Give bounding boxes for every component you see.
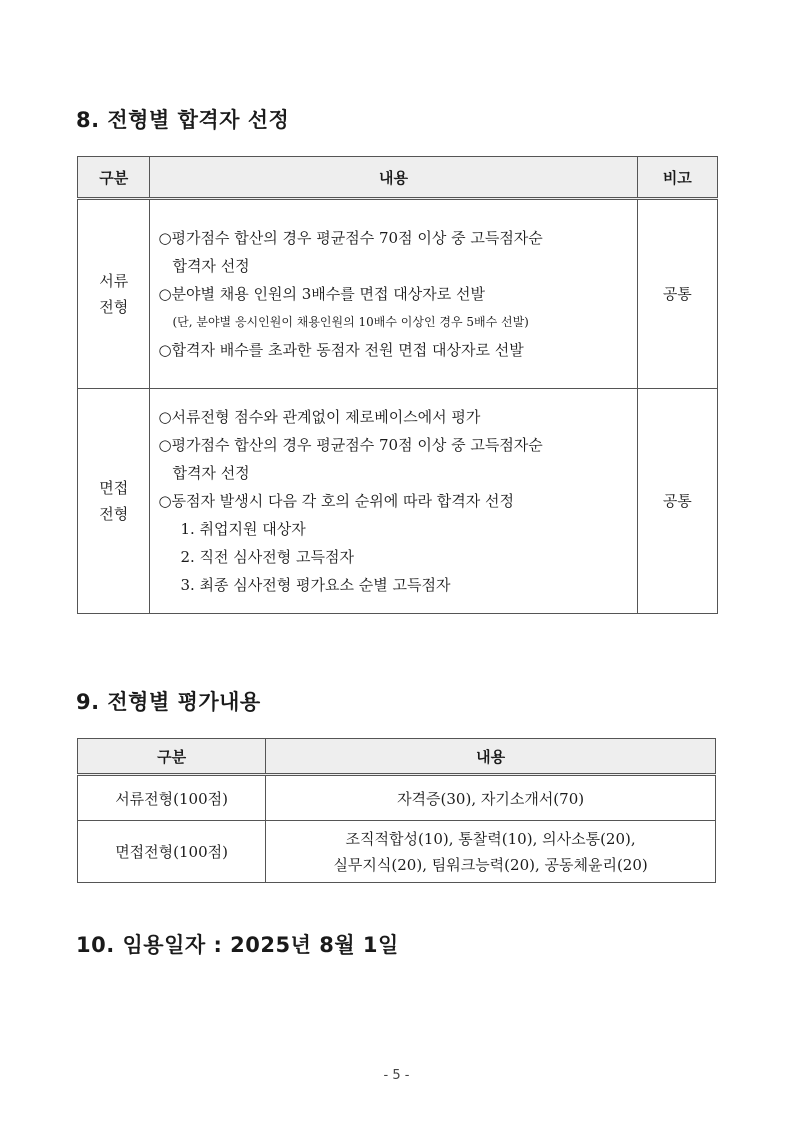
table-row xyxy=(78,199,718,389)
section8-heading: 8. 전형별 합격자 선정 xyxy=(76,108,290,132)
row-content xyxy=(150,199,637,389)
category-line: 서류 xyxy=(99,272,129,290)
content-line: 조직적합성(10), 통찰력(10), 의사소통(20), xyxy=(345,829,636,848)
content-line: ○동점자 발생시 다음 각 호의 순위에 따라 합격자 선정 xyxy=(158,492,514,510)
header-content: 내용 xyxy=(150,157,637,199)
table-row xyxy=(78,775,716,821)
row-category: 면접전형(100점) xyxy=(78,821,266,883)
row-category xyxy=(78,199,150,389)
table-row xyxy=(78,821,716,883)
content-line: 1. 취업지원 대상자 xyxy=(180,520,306,538)
content-line: ○서류전형 점수와 관계없이 제로베이스에서 평가 xyxy=(158,408,481,426)
content-line: ○분야별 채용 인원의 3배수를 면접 대상자로 선발 xyxy=(158,285,486,303)
table-header-row xyxy=(78,157,718,199)
content-line: ○합격자 배수를 초과한 동점자 전원 면접 대상자로 선발 xyxy=(158,341,524,359)
row-category: 서류전형(100점) xyxy=(78,775,266,821)
evaluation-table xyxy=(77,738,716,883)
row-content: 자격증(30), 자기소개서(70) xyxy=(266,775,716,821)
row-content xyxy=(266,821,716,883)
row-note: 공통 xyxy=(637,389,717,614)
page-number: - 5 - xyxy=(383,1068,410,1083)
content-line: 2. 직전 심사전형 고득점자 xyxy=(180,548,354,566)
header-category: 구분 xyxy=(78,157,150,199)
category-line: 전형 xyxy=(99,298,129,316)
content-line: 합격자 선정 xyxy=(172,257,250,275)
content-line: 실무지식(20), 팀워크능력(20), 공동체윤리(20) xyxy=(333,855,648,874)
content-note-line: (단, 분야별 응시인원이 채용인원의 10배수 이상인 경우 5배수 선발) xyxy=(172,315,529,329)
table-row xyxy=(78,389,718,614)
category-line: 전형 xyxy=(99,505,129,523)
table-header-row xyxy=(78,739,716,775)
content-line: ○평가점수 합산의 경우 평균점수 70점 이상 중 고득점자순 xyxy=(158,436,543,454)
header-content: 내용 xyxy=(266,739,716,775)
content-line: 3. 최종 심사전형 평가요소 순별 고득점자 xyxy=(180,576,451,594)
row-content xyxy=(150,389,637,614)
row-category xyxy=(78,389,150,614)
header-note: 비고 xyxy=(637,157,717,199)
content-line: ○평가점수 합산의 경우 평균점수 70점 이상 중 고득점자순 xyxy=(158,229,543,247)
section9-heading: 9. 전형별 평가내용 xyxy=(76,690,261,714)
header-category: 구분 xyxy=(78,739,266,775)
row-note: 공통 xyxy=(637,199,717,389)
content-line: 합격자 선정 xyxy=(172,464,250,482)
selection-table xyxy=(77,156,718,614)
section10-heading: 10. 임용일자 : 2025년 8월 1일 xyxy=(76,933,399,957)
category-line: 면접 xyxy=(99,479,129,497)
